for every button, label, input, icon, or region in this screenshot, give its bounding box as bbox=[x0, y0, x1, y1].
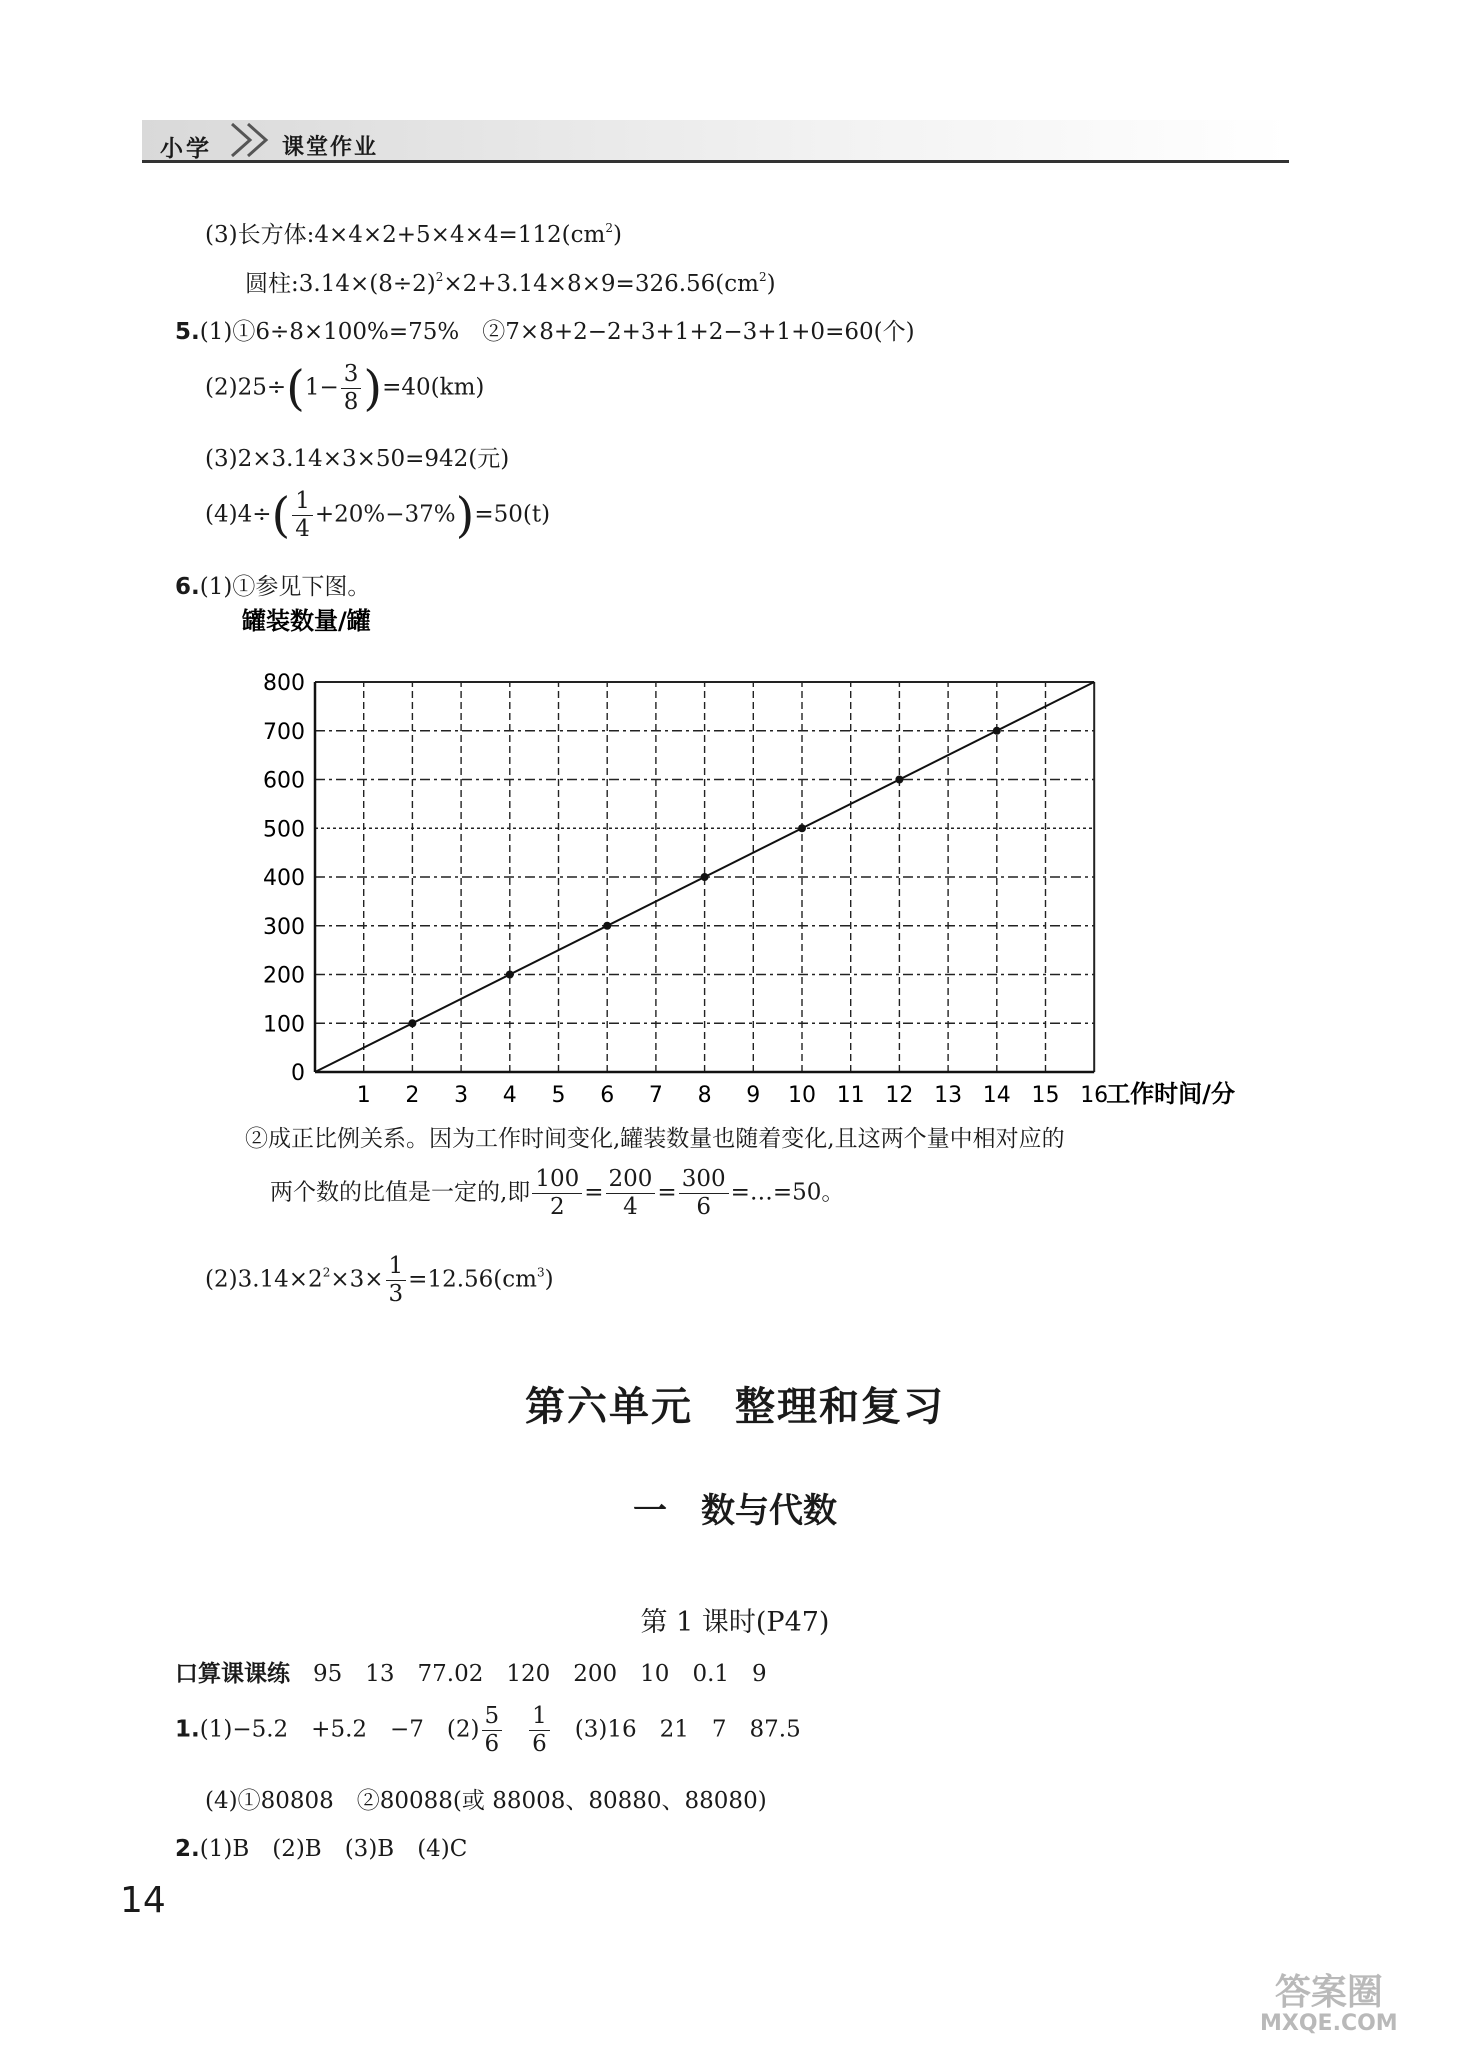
x-tick-label: 3 bbox=[454, 1083, 469, 1105]
y-tick-label: 100 bbox=[263, 1012, 305, 1038]
superscript: 2 bbox=[758, 270, 767, 284]
data-point bbox=[798, 824, 806, 832]
fraction bbox=[532, 1168, 582, 1219]
denominator: 6 bbox=[696, 1194, 711, 1220]
y-tick-label: 800 bbox=[263, 671, 305, 696]
answer-3a bbox=[205, 216, 622, 249]
question-number: 5. bbox=[175, 319, 200, 345]
oral-answers: 95 13 77.02 120 200 10 0.1 9 bbox=[313, 1661, 767, 1687]
numerator: 5 bbox=[482, 1705, 503, 1731]
x-tick-label: 4 bbox=[502, 1083, 517, 1105]
x-tick-label: 6 bbox=[600, 1083, 615, 1105]
page-header bbox=[142, 120, 1289, 162]
paren-right: ) bbox=[455, 487, 475, 544]
data-point bbox=[506, 971, 514, 979]
x-tick-label: 12 bbox=[885, 1083, 914, 1105]
text: =12.56(cm bbox=[408, 1266, 537, 1293]
fraction bbox=[529, 1705, 550, 1756]
data-point bbox=[895, 776, 903, 784]
y-axis-label: 罐装数量/罐 bbox=[242, 607, 371, 635]
text: =40(km) bbox=[382, 374, 485, 401]
numerator: 1 bbox=[292, 490, 313, 516]
x-tick-label: 8 bbox=[697, 1083, 712, 1105]
text: =…=50。 bbox=[730, 1179, 845, 1206]
answer-6-explain-1 bbox=[245, 1120, 1065, 1153]
x-tick-label: 16 bbox=[1080, 1083, 1109, 1105]
x-tick-label: 14 bbox=[982, 1083, 1011, 1105]
watermark-top: 答案圈 bbox=[1274, 1972, 1383, 2013]
header-series: 小学 bbox=[160, 136, 212, 162]
text: ×2+3.14×8×9=326.56(cm bbox=[443, 271, 759, 297]
chevron-right-icon bbox=[224, 120, 284, 160]
line-chart bbox=[230, 605, 1300, 1105]
numerator: 100 bbox=[532, 1168, 582, 1194]
answer-5-4 bbox=[205, 487, 551, 544]
x-axis-label: 工作时间/分 bbox=[1106, 1080, 1235, 1105]
denominator: 6 bbox=[484, 1731, 500, 1757]
data-point bbox=[603, 922, 611, 930]
fraction bbox=[341, 363, 362, 414]
numerator: 300 bbox=[679, 1168, 729, 1194]
section-title: 一 数与代数 bbox=[633, 1491, 837, 1531]
denominator: 6 bbox=[532, 1731, 547, 1757]
y-tick-label: 600 bbox=[263, 768, 305, 794]
text: (1)−5.2 +5.2 −7 (2) bbox=[199, 1716, 480, 1743]
superscript: 2 bbox=[322, 1265, 331, 1280]
paren-left: ( bbox=[271, 487, 291, 544]
page-number: 14 bbox=[120, 1880, 166, 1921]
text: +20%−37% bbox=[314, 501, 456, 528]
text: ) bbox=[544, 1266, 554, 1293]
denominator: 4 bbox=[295, 516, 310, 542]
x-tick-label: 5 bbox=[551, 1083, 566, 1105]
oral-practice bbox=[175, 1655, 767, 1688]
numerator: 200 bbox=[606, 1168, 656, 1194]
text: ) bbox=[766, 271, 776, 297]
watermark-bottom: MXQE.COM bbox=[1260, 2011, 1398, 2036]
answer-3b bbox=[245, 265, 776, 298]
text: 圆柱:3.14×(8÷2) bbox=[245, 271, 436, 297]
text: (3)长方体:4×4×2+5×4×4=112(cm bbox=[205, 222, 606, 248]
numerator: 3 bbox=[341, 363, 362, 389]
text: (3)2×3.14×3×50=942(元) bbox=[205, 446, 510, 472]
x-tick-label: 1 bbox=[356, 1083, 371, 1105]
data-point bbox=[993, 727, 1001, 735]
x-tick-label: 11 bbox=[836, 1083, 865, 1105]
numerator: 1 bbox=[529, 1705, 550, 1731]
text: =50(t) bbox=[474, 501, 551, 528]
answer-2 bbox=[175, 1830, 467, 1863]
text: ×3× bbox=[330, 1266, 384, 1293]
answer-5-3 bbox=[205, 440, 509, 473]
fraction bbox=[606, 1168, 656, 1219]
fraction bbox=[292, 490, 313, 541]
y-tick-label: 400 bbox=[263, 866, 305, 891]
text: ②成正比例关系。因为工作时间变化,罐装数量也随着变化,且这两个量中相对应的 bbox=[245, 1126, 1065, 1152]
question-number: 2. bbox=[175, 1836, 200, 1862]
text: (3)16 21 7 87.5 bbox=[574, 1716, 801, 1743]
denominator: 2 bbox=[549, 1194, 565, 1220]
y-tick-label: 200 bbox=[263, 963, 305, 989]
superscript: 2 bbox=[435, 270, 444, 284]
x-tick-label: 13 bbox=[934, 1083, 963, 1105]
x-tick-label: 2 bbox=[405, 1083, 420, 1105]
text: (4)①80808 ②80088(或 88008、80880、88080) bbox=[205, 1788, 767, 1814]
text: (2)3.14×2 bbox=[205, 1266, 323, 1293]
text: (4)4÷ bbox=[205, 501, 272, 528]
text: 1− bbox=[304, 374, 339, 401]
question-number: 6. bbox=[175, 574, 200, 600]
answer-1-4 bbox=[205, 1782, 767, 1815]
x-tick-label: 15 bbox=[1031, 1083, 1060, 1105]
y-tick-label: 0 bbox=[291, 1061, 305, 1086]
text: ) bbox=[612, 222, 622, 248]
data-point bbox=[408, 1019, 416, 1027]
numerator: 1 bbox=[386, 1255, 407, 1281]
text: (2)25÷ bbox=[205, 374, 287, 401]
lesson-title: 第 1 课时(P47) bbox=[640, 1607, 830, 1638]
answer-6-1 bbox=[175, 568, 370, 601]
y-tick-label: 700 bbox=[263, 719, 305, 745]
chart-ticks bbox=[263, 671, 1108, 1105]
x-tick-label: 10 bbox=[788, 1083, 816, 1105]
text: (1)B (2)B (3)B (4)C bbox=[199, 1836, 468, 1862]
paren-right: ) bbox=[363, 360, 383, 417]
fraction bbox=[482, 1705, 503, 1756]
denominator: 8 bbox=[343, 389, 359, 415]
data-point bbox=[701, 873, 709, 881]
text: (1)①6÷8×100%=75% ②7×8+2−2+3+1+2−3+1+0=60(个) bbox=[199, 319, 915, 345]
y-tick-label: 300 bbox=[263, 914, 305, 940]
superscript: 2 bbox=[605, 221, 613, 235]
unit-title: 第六单元 整理和复习 bbox=[525, 1384, 945, 1430]
fraction bbox=[386, 1255, 407, 1306]
y-tick-label: 500 bbox=[263, 817, 305, 843]
answer-5-1 bbox=[175, 313, 915, 346]
paren-left: ( bbox=[286, 360, 305, 417]
header-title: 课堂作业 bbox=[282, 135, 379, 160]
text: (1)①参见下图。 bbox=[199, 574, 371, 600]
answer-1 bbox=[175, 1705, 801, 1756]
answer-6-explain-2: 两个数的比值是一定的,即 $\frac{100}{2}$ = $\frac{200}{4}$ = $\frac{300}{6}$ =…=50。 bbox=[270, 1166, 845, 1220]
oral-label: 口算课课练 bbox=[175, 1661, 290, 1687]
answer-6-2 bbox=[205, 1255, 554, 1306]
text: 两个数的比值是一定的,即 bbox=[270, 1179, 531, 1206]
watermark bbox=[1260, 1972, 1398, 2037]
x-tick-label: 7 bbox=[648, 1083, 663, 1105]
denominator: 3 bbox=[388, 1281, 404, 1307]
superscript: 3 bbox=[536, 1265, 545, 1280]
x-tick-label: 9 bbox=[746, 1083, 761, 1105]
fraction bbox=[679, 1168, 729, 1219]
denominator: 4 bbox=[623, 1194, 638, 1220]
question-number: 1. bbox=[175, 1716, 200, 1743]
answer-5-2 bbox=[205, 360, 485, 417]
